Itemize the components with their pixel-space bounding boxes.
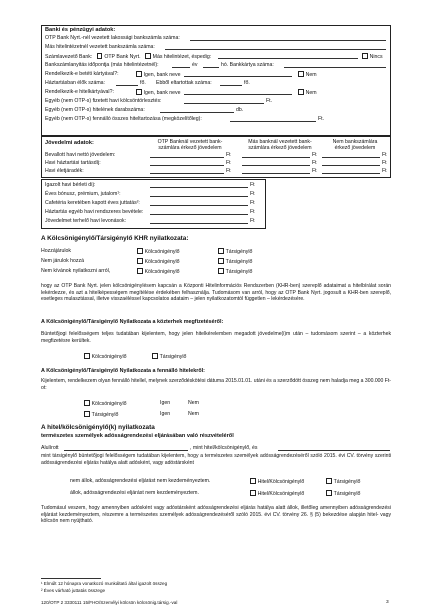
income-support-other-field[interactable] xyxy=(242,165,310,166)
income-row-support: Havi háztartási tartásdíj: xyxy=(45,160,101,166)
income-support-otp-field[interactable] xyxy=(150,165,224,166)
other-bank-checkbox[interactable] xyxy=(145,53,151,59)
debit-card-no: Nem xyxy=(298,71,317,78)
khr-row-agree: Hozzájárulok xyxy=(41,248,71,254)
ft-unit: Ft xyxy=(226,160,231,166)
household-income-label: Háztartás egyéb havi rendszeres bevétele: xyxy=(45,209,144,215)
page-number: 3 xyxy=(386,600,389,605)
khr-agree-coapplicant: Társigénylő xyxy=(218,248,252,255)
ft-unit: Ft xyxy=(250,200,255,206)
yes-label: Igen xyxy=(160,400,171,406)
household-income-field[interactable] xyxy=(150,214,248,215)
khr-disagree-coapplicant-checkbox[interactable] xyxy=(218,258,224,264)
ft-unit: Ft xyxy=(312,160,317,166)
rent-field[interactable] xyxy=(150,187,248,188)
bank-row-bank: Számlavezető Bank: OTP Bank Nyrt. Más hitelintézet, éspedig: xyxy=(45,54,212,61)
khr-disagree-applicant: Kölcsönigénylő xyxy=(137,258,180,265)
adossag-title: A hitel/kölcsönigénylő(k) nyilatkozata xyxy=(41,424,155,431)
income-col2-header: Más banknál vezetett bank- számlára érkező jövedelem xyxy=(248,139,312,151)
card-number-field[interactable] xyxy=(284,67,386,68)
fennallo-coapplicant-yes: Társigénylő xyxy=(84,411,118,418)
bank-row-otp-account: OTP Bank Nyrt.-nél vezetett lakossági bankszámla száma: xyxy=(45,35,180,41)
kozterhek-paragraph: Büntetőjogi felelősségem teljes tudatában kijelentem, hogy jelen hitelkérelemben megadott jövedelme(i)m után – tudomásom szerint – a közterhek megfizetésre kerültek. xyxy=(41,331,391,344)
yes-label: Igen xyxy=(160,411,171,417)
adossag-row-is-applicant: Hitel/Kölcsönigénylő xyxy=(250,490,304,497)
credit-card-bank-field[interactable] xyxy=(184,94,292,95)
year-label: év xyxy=(192,62,198,68)
fennallo-title: A Kölcsönigénylő/Társigénylő Nyilatkozata a fennálló hitelekről: xyxy=(41,368,205,374)
income-annuity-nonbank-field[interactable] xyxy=(322,173,380,174)
bank-row-other-account: Más hitelintézetnél vezetett bankszámla száma: xyxy=(45,44,155,50)
no-bank-option: Nincs xyxy=(362,53,383,60)
bank-row-other-repayment: Egyéb (nem OTP-s) fizetett havi kölcsöntörlesztés: xyxy=(45,98,162,104)
debit-card-yes: Igen, bank neve xyxy=(136,71,181,78)
otp-bank-checkbox[interactable] xyxy=(97,53,103,59)
adossag-subtitle: természetes személyek adósságrendezési eljárásában való részvételéről xyxy=(41,433,234,439)
ft-unit: Ft xyxy=(382,168,387,174)
adossag-not-applicant-checkbox[interactable] xyxy=(250,478,256,484)
other-repayment-field[interactable] xyxy=(184,103,264,104)
khr-row-no-statement: Nem kívánok nyilatkozni arról, xyxy=(41,268,111,274)
income-col1-header: OTP Banknál vezetett bank- számlára érkező jövedelem xyxy=(157,139,223,151)
persons-label: fő. xyxy=(140,80,146,86)
no-label: Nem xyxy=(188,411,199,417)
kozterhek-coapplicant-checkbox[interactable] xyxy=(152,353,158,359)
db-label: db. xyxy=(236,107,244,113)
no-bank-checkbox[interactable] xyxy=(362,53,368,59)
fennallo-paragraph: Kijelentem, rendelkezem olyan fennálló hitellel, melynek szerződéskötési dátuma 2015.01.01. utáni és a szerződött összeg nem haladja meg a 300.000 Ft-ot: xyxy=(41,378,391,391)
total-debt-field[interactable] xyxy=(230,121,316,122)
khr-agree-applicant-checkbox[interactable] xyxy=(137,248,143,254)
khr-agree-coapplicant-checkbox[interactable] xyxy=(218,248,224,254)
adossag-paragraph: mint társigénylő büntetőjogi felelősségem tudatában kijelentem, hogy a természetes személyek adósságrendezéséről szóló 2015. évi CV. törvény szerinti adósságrendezési eljárás hatálya alatt adósként, vagy adóstársként xyxy=(41,453,391,466)
card-number-label: hó. Bankkártya száma: xyxy=(221,62,274,68)
deductions-label: Jövedelmet terhelő havi levonások: xyxy=(45,218,127,224)
khr-agree-applicant: Kölcsönigénylő xyxy=(137,248,180,255)
ft-unit: Ft xyxy=(250,209,255,215)
kozterhek-applicant-checkbox[interactable] xyxy=(84,353,90,359)
ft-unit: Ft xyxy=(226,168,231,174)
fennallo-coapplicant-checkbox[interactable] xyxy=(84,411,90,417)
ft-unit: Ft xyxy=(382,160,387,166)
bank-row-household: Háztartásban élők száma: xyxy=(45,80,105,86)
form-code: 120/OTP 2 3330111 15/FHO/Személyi kölcsön kölcsönig.társig.-val xyxy=(41,600,178,605)
no-label: Nem xyxy=(188,400,199,406)
debit-card-yes-checkbox[interactable] xyxy=(136,71,142,77)
khr-disagree-coapplicant: Társigénylő xyxy=(218,258,252,265)
household-count-field[interactable] xyxy=(116,85,138,86)
as-applicant-label: , mint hitel/kölcsönigénylő, és xyxy=(190,445,258,451)
cafeteria-label: Cafetéria keretében kapott éves juttatás²: xyxy=(45,200,140,206)
undersigned-label: Alulírott xyxy=(41,445,59,451)
adossag-is-applicant-checkbox[interactable] xyxy=(250,490,256,496)
income-row-annuity: Havi életjáradék: xyxy=(45,168,84,174)
credit-card-yes-checkbox[interactable] xyxy=(136,89,142,95)
bonus-label: Éves bónusz, prémium, jutalom¹: xyxy=(45,191,121,197)
bank-section-title: Banki és pénzügyi adatok: xyxy=(45,27,116,33)
credit-card-no-checkbox[interactable] xyxy=(298,89,304,95)
ft-label-2: Ft. xyxy=(318,116,325,122)
khr-disagree-applicant-checkbox[interactable] xyxy=(137,258,143,264)
ft-unit: Ft xyxy=(250,218,255,224)
applicant-name-field[interactable] xyxy=(64,450,188,451)
fennallo-applicant-checkbox[interactable] xyxy=(84,400,90,406)
khr-nostatement-coapplicant-checkbox[interactable] xyxy=(218,268,224,274)
khr-nostatement-applicant: Kölcsönigénylő xyxy=(137,268,180,275)
ft-unit: Ft xyxy=(226,152,231,158)
footnote-2: ² Éves várható juttatás összege xyxy=(41,588,106,593)
adossag-row-not-coapplicant: Társigénylő xyxy=(326,478,360,485)
khr-paragraph: hogy az OTP Bank Nyrt. jelen kölcsönigénylésem kapcsán a Központi Hitelinformációs Rendszerben (KHR-ben) szereplő adataimat a hitelbírálat során lekérdezze, és azt a hitelképességem megítélése érdekében felhasználja. Tudomásom van arról, hogy az OTP Bank Nyrt. jogosult a KHR-ben szereplő, esetleges mulasztással, illetve visszaéléssel kapcsolatos adataim – jelen nyilatkozatomtól független – lekérdezésére. xyxy=(41,283,391,303)
adossag-paragraph-2: Tudomásul veszem, hogy amennyiben adósként vagy adóstársként adósságrendezési eljárás hatálya alatt állok, illetőleg amennyiben adósságrendezési eljárást kezdeményeztem, részemre a természetes személyek adósságrendezéséről szóló 2015. évi CV. törvény 26. § (5) bekezdése alapján hitel- vagy kölcsön nem nyújtható. xyxy=(41,505,391,525)
credit-card-yes: Igen, bank neve xyxy=(136,89,181,96)
income-support-nonbank-field[interactable] xyxy=(322,165,380,166)
debit-card-no-checkbox[interactable] xyxy=(298,71,304,77)
persons-label-2: fő. xyxy=(244,80,250,86)
bank-row-total-debt: Egyéb (nem OTP-s) fennálló összes hiteltartozása (megközelítőleg): xyxy=(45,116,202,122)
fennallo-applicant-yes: Kölcsönigénylő xyxy=(84,400,127,407)
ft-unit: Ft xyxy=(250,182,255,188)
khr-nostatement-coapplicant: Társigénylő xyxy=(218,268,252,275)
dependents-label: Ebből eltartottak száma: xyxy=(156,80,212,86)
dependents-count-field[interactable] xyxy=(220,85,242,86)
ft-unit: Ft xyxy=(312,168,317,174)
adossag-row-not-applicant: Hitel/Kölcsönigénylő xyxy=(250,478,304,485)
adossag-row-not: nem állok, adósságrendezési eljárást nem kezdeményeztem. xyxy=(70,478,211,484)
income-annuity-other-field[interactable] xyxy=(242,173,310,174)
other-bank-name-field[interactable] xyxy=(218,58,358,59)
kozterhek-coapplicant: Társigénylő xyxy=(152,353,186,360)
khr-row-disagree: Nem járulok hozzá xyxy=(41,258,84,264)
coapplicant-name-field[interactable] xyxy=(278,450,390,451)
income-section-title: Jövedelmi adatok: xyxy=(45,140,94,146)
ft-unit: Ft xyxy=(312,152,317,158)
adossag-is-coapplicant-checkbox[interactable] xyxy=(326,490,332,496)
bank-row-debit-card: Rendelkezik-e betéti kártyával?: xyxy=(45,71,119,77)
footnote-1: ¹ Elmúlt 12 hónapra vonatkozó munkáltató által igazolt összeg xyxy=(41,581,168,586)
income-net-otp-field[interactable] xyxy=(150,157,224,158)
opening-year-field[interactable] xyxy=(172,67,190,68)
credit-card-no: Nem xyxy=(298,89,317,96)
khr-nostatement-applicant-checkbox[interactable] xyxy=(137,268,143,274)
kozterhek-title: A Kölcsönigénylő/Társigénylő Nyilatkozata a közterhek megfizetéséről: xyxy=(41,319,224,325)
rent-label: Igazolt havi bérleti díj: xyxy=(45,182,96,188)
adossag-row-is-coapplicant: Társigénylő xyxy=(326,490,360,497)
bonus-field[interactable] xyxy=(150,196,248,197)
debit-card-bank-field[interactable] xyxy=(184,76,292,77)
ft-unit: Ft xyxy=(250,191,255,197)
khr-title: A Kölcsönigénylő/Társigénylő KHR nyilatkozata: xyxy=(41,235,189,242)
income-net-nonbank-field[interactable] xyxy=(322,157,380,158)
otp-account-field[interactable] xyxy=(190,40,386,41)
bank-row-credit-card: Rendelkezik-e hitelkártyával?: xyxy=(45,89,114,95)
bank-row-opening-date: Bankszámlanyitás időpontja (más hitelintézetnél): xyxy=(45,62,159,68)
bank-row-loan-count: Egyéb (nem OTP-s) hitelének darabszáma: xyxy=(45,107,145,113)
income-annuity-otp-field[interactable] xyxy=(150,173,224,174)
other-account-field[interactable] xyxy=(165,49,386,50)
footnote-divider xyxy=(41,578,101,579)
cafeteria-field[interactable] xyxy=(150,205,248,206)
adossag-row-is: állok, adósságrendezési eljárást nem kezdeményeztem. xyxy=(70,490,199,496)
opening-month-field[interactable] xyxy=(203,67,219,68)
kozterhek-applicant: Kölcsönigénylő xyxy=(84,353,127,360)
income-row-net: Bevallott havi nettó jövedelem: xyxy=(45,152,116,158)
adossag-not-coapplicant-checkbox[interactable] xyxy=(326,478,332,484)
loan-count-field[interactable] xyxy=(160,112,234,113)
ft-label: Ft. xyxy=(266,98,273,104)
income-net-other-field[interactable] xyxy=(242,157,310,158)
income-col3-header: Nem bankszámlára érkező jövedelem xyxy=(332,139,378,151)
deductions-field[interactable] xyxy=(150,223,248,224)
ft-unit: Ft xyxy=(382,152,387,158)
